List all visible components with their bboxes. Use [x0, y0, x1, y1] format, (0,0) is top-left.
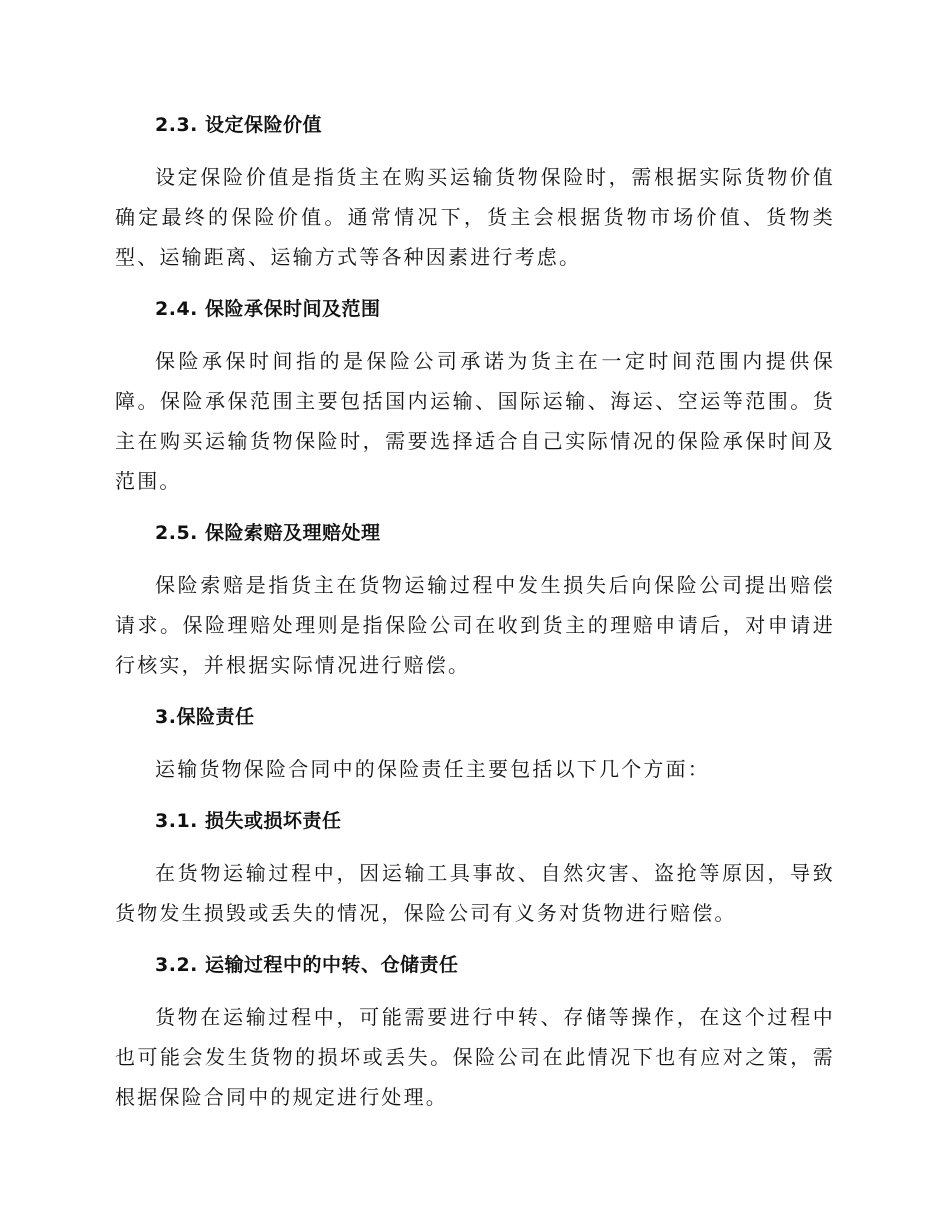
- section-paragraph-2-5: 保险索赔是指货主在货物运输过程中发生损失后向保险公司提出赔偿请求。保险理赔处理则是指保险公司在收到货主的理赔申请后，对申请进行核实，并根据实际情况进行赔偿。: [115, 573, 835, 677]
- section-heading-3-2: 3.2. 运输过程中的中转、仓储责任: [155, 954, 459, 976]
- document-body: [115, 105, 835, 1117]
- section-paragraph-3-1: 在货物运输过程中，因运输工具事故、自然灾害、盗抢等原因，导致货物发生损毁或丢失的情况，保险公司有义务对货物进行赔偿。: [115, 861, 835, 925]
- section-heading-3-1: 3.1. 损失或损坏责任: [155, 810, 342, 832]
- section-paragraph-2-3: 设定保险价值是指货主在购买运输货物保险时，需根据实际货物价值确定最终的保险价值。通常情况下，货主会根据货物市场价值、货物类型、运输距离、运输方式等各种因素进行考虑。: [115, 165, 835, 269]
- section-heading-2-5: 2.5. 保险索赔及理赔处理: [155, 522, 381, 544]
- section-paragraph-2-4: 保险承保时间指的是保险公司承诺为货主在一定时间范围内提供保障。保险承保范围主要包括国内运输、国际运输、海运、空运等范围。货主在购买运输货物保险时，需要选择适合自己实际情况的保险承保时间及范围。: [115, 349, 835, 493]
- section-heading-3: 3.保险责任: [155, 706, 255, 728]
- section-heading-2-3: 2.3. 设定保险价值: [155, 114, 322, 136]
- section-heading-2-4: 2.4. 保险承保时间及范围: [155, 298, 381, 320]
- section-paragraph-3-2: 货物在运输过程中，可能需要进行中转、存储等操作，在这个过程中也可能会发生货物的损坏或丢失。保险公司在此情况下也有应对之策，需根据保险合同中的规定进行处理。: [115, 1005, 835, 1109]
- section-paragraph-3: 运输货物保险合同中的保险责任主要包括以下几个方面：: [155, 757, 710, 781]
